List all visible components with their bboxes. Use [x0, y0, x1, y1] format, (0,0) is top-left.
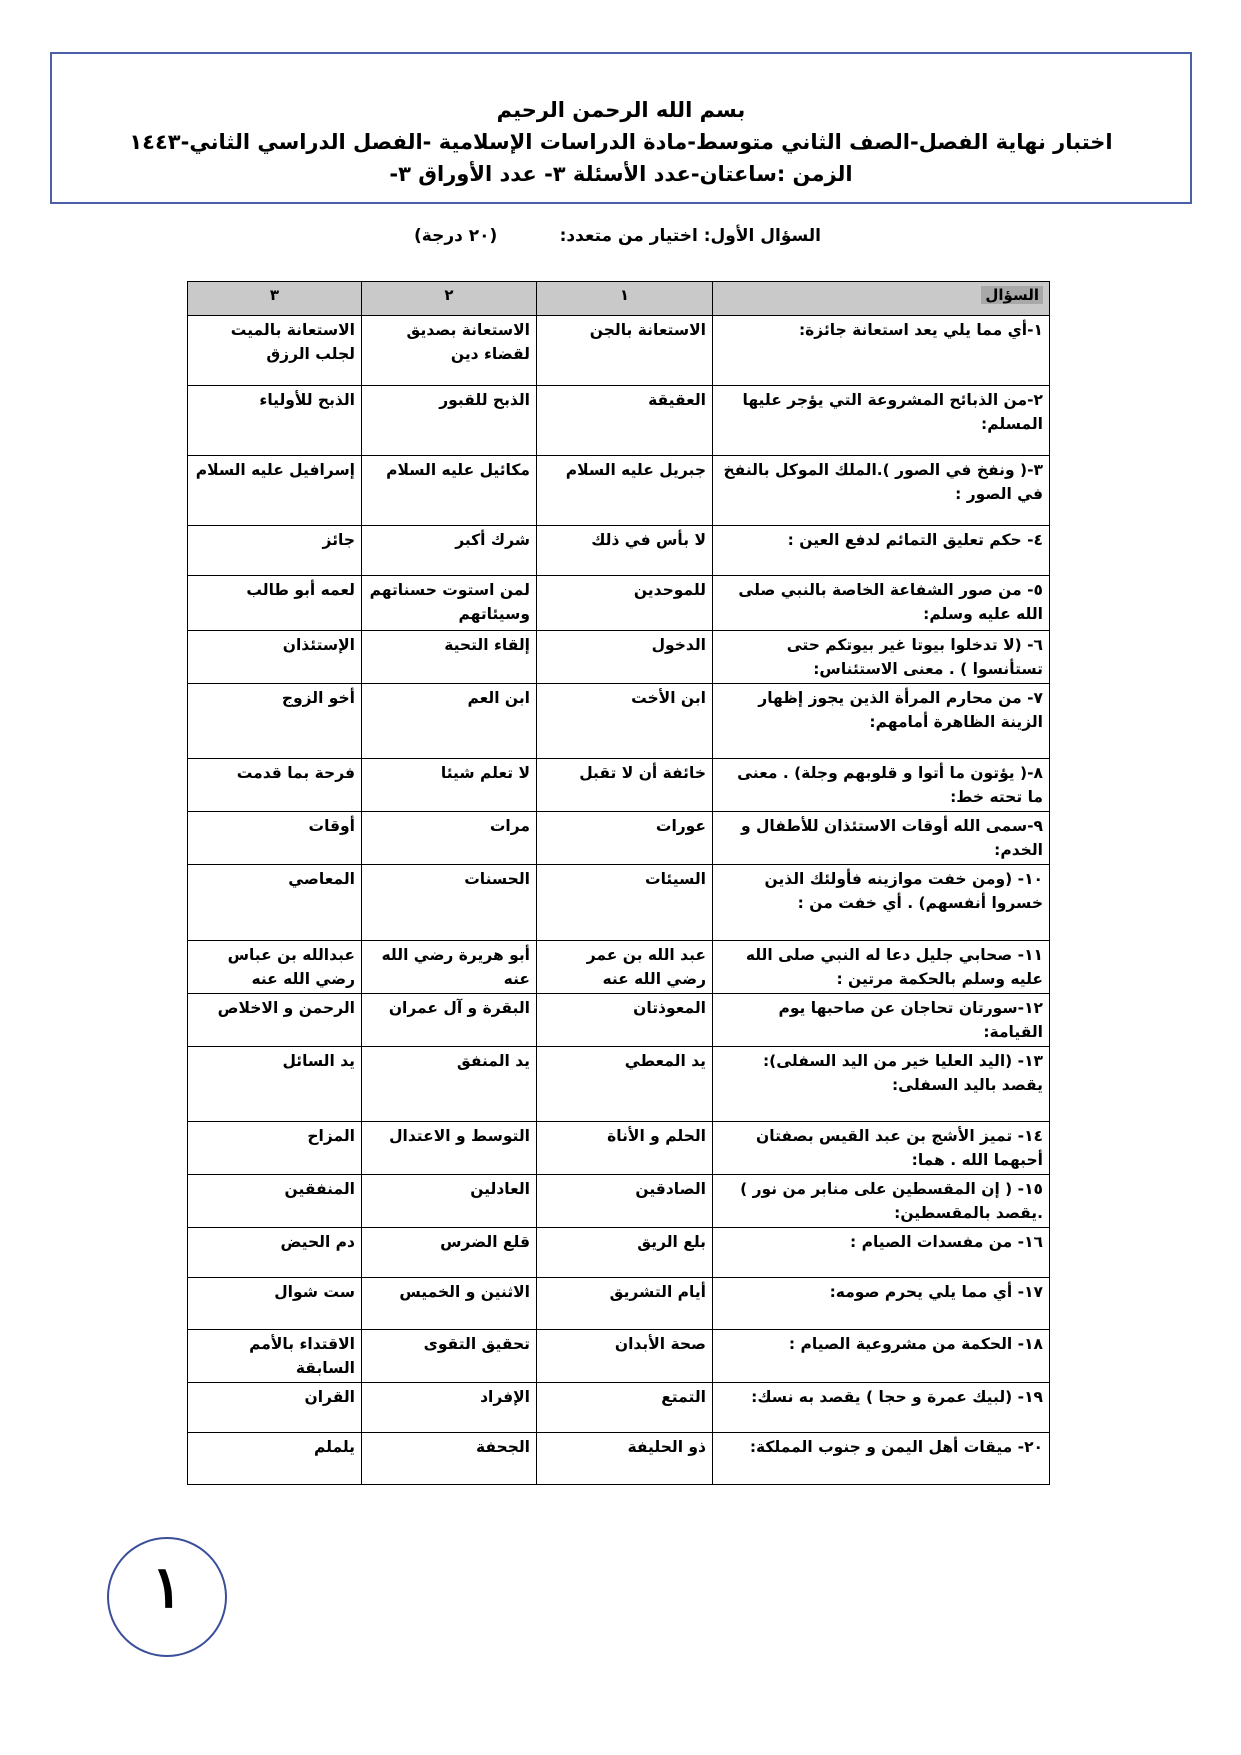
table-row [188, 1228, 1050, 1278]
option-1-cell: ذو الحليفة [537, 1433, 713, 1485]
table-row [188, 812, 1050, 865]
table-row [188, 456, 1050, 526]
option-2-cell: مرات [362, 812, 537, 865]
table-row [188, 1330, 1050, 1383]
questions-table [187, 281, 1050, 1485]
option-1-cell: لا بأس في ذلك [537, 526, 713, 576]
header-question: السؤال [713, 282, 1050, 316]
option-1-cell: العقيقة [537, 386, 713, 456]
option-1-cell: الصادقين [537, 1175, 713, 1228]
question-cell: ١٦- من مفسدات الصيام : [713, 1228, 1050, 1278]
option-3-cell: إسرافيل عليه السلام [188, 456, 362, 526]
question-cell: ١٥- ( إن المقسطين على منابر من نور ) .يقصد بالمقسطين: [713, 1175, 1050, 1228]
option-1-cell: يد المعطي [537, 1047, 713, 1122]
header-option-2: ٢ [362, 282, 537, 316]
table-row [188, 576, 1050, 631]
question-cell: ١٧- أي مما يلي يحرم صومه: [713, 1278, 1050, 1330]
option-1-cell: الدخول [537, 631, 713, 684]
option-2-cell: أبو هريرة رضي الله عنه [362, 941, 537, 994]
option-1-cell: خائفة أن لا تقبل [537, 759, 713, 812]
option-3-cell: يلملم [188, 1433, 362, 1485]
table-row [188, 316, 1050, 386]
option-2-cell: تحقيق التقوى [362, 1330, 537, 1383]
option-2-cell: الذبح للقبور [362, 386, 537, 456]
option-3-cell: أوقات [188, 812, 362, 865]
exam-meta: الزمن :ساعتان-عدد الأسئلة ٣- عدد الأوراق ٣- [389, 162, 853, 186]
option-3-cell: لعمه أبو طالب [188, 576, 362, 631]
option-2-cell: لا تعلم شيئا [362, 759, 537, 812]
question-cell: ٢-من الذبائح المشروعة التي يؤجر عليها المسلم: [713, 386, 1050, 456]
question-cell: ٨-( يؤتون ما أتوا و قلوبهم وجلة) . معنى ما تحته خط: [713, 759, 1050, 812]
question-cell: ١١- صحابي جليل دعا له النبي صلى الله عليه وسلم بالحكمة مرتين : [713, 941, 1050, 994]
question-cell: ١٩- (لبيك عمرة و حجا ) يقصد به نسك: [713, 1383, 1050, 1433]
question-cell: ٤- حكم تعليق التمائم لدفع العين : [713, 526, 1050, 576]
option-3-cell: ست شوال [188, 1278, 362, 1330]
option-3-cell: فرحة بما قدمت [188, 759, 362, 812]
option-2-cell: يد المنفق [362, 1047, 537, 1122]
table-row [188, 631, 1050, 684]
table-row [188, 684, 1050, 759]
basmala: بسم الله الرحمن الرحيم [496, 98, 746, 122]
question-cell: ١٤- تميز الأشج بن عبد القيس بصفتان أحبهما الله . هما: [713, 1122, 1050, 1175]
exam-header-box [50, 52, 1192, 204]
option-2-cell: شرك أكبر [362, 526, 537, 576]
option-2-cell: الجحفة [362, 1433, 537, 1485]
header-option-1: ١ [537, 282, 713, 316]
question-cell: ١٣- (اليد العليا خير من اليد السفلى): يقصد باليد السفلى: [713, 1047, 1050, 1122]
option-1-cell: ابن الأخت [537, 684, 713, 759]
option-3-cell: المنفقين [188, 1175, 362, 1228]
section-title: السؤال الأول: اختيار من متعدد: [559, 226, 821, 246]
option-3-cell: الذبح للأولياء [188, 386, 362, 456]
option-2-cell: البقرة و آل عمران [362, 994, 537, 1047]
question-cell: ٩-سمى الله أوقات الاستئذان للأطفال و الخدم: [713, 812, 1050, 865]
option-3-cell: جائز [188, 526, 362, 576]
question-cell: ١٢-سورتان تحاجان عن صاحبها يوم القيامة: [713, 994, 1050, 1047]
option-1-cell: التمتع [537, 1383, 713, 1433]
option-1-cell: صحة الأبدان [537, 1330, 713, 1383]
option-1-cell: المعوذتان [537, 994, 713, 1047]
option-1-cell: أيام التشريق [537, 1278, 713, 1330]
option-2-cell: الإفراد [362, 1383, 537, 1433]
table-row [188, 994, 1050, 1047]
question-cell: ٣-( ونفخ في الصور ).الملك الموكل بالنفخ في الصور : [713, 456, 1050, 526]
option-1-cell: عورات [537, 812, 713, 865]
question-cell: ١-أي مما يلي يعد استعانة جائزة: [713, 316, 1050, 386]
option-3-cell: القران [188, 1383, 362, 1433]
option-3-cell: يد السائل [188, 1047, 362, 1122]
table-row [188, 1175, 1050, 1228]
option-2-cell: الاستعانة بصديق لقضاء دين [362, 316, 537, 386]
table-row [188, 1278, 1050, 1330]
option-1-cell: بلع الريق [537, 1228, 713, 1278]
table-header-row [188, 282, 1050, 316]
table-row [188, 759, 1050, 812]
option-3-cell: عبدالله بن عباس رضي الله عنه [188, 941, 362, 994]
option-2-cell: العادلين [362, 1175, 537, 1228]
exam-title: اختبار نهاية الفصل-الصف الثاني متوسط-مادة الدراسات الإسلامية -الفصل الدراسي الثاني-١٤٤٣ [129, 130, 1113, 154]
option-2-cell: الاثنين و الخميس [362, 1278, 537, 1330]
option-3-cell: المعاصي [188, 865, 362, 941]
question-cell: ١٨- الحكمة من مشروعية الصيام : [713, 1330, 1050, 1383]
header-option-3: ٣ [188, 282, 362, 316]
table-row [188, 526, 1050, 576]
option-3-cell: الاستعانة بالميت لجلب الرزق [188, 316, 362, 386]
section-grade: (٢٠ درجة) [414, 226, 498, 246]
table-row [188, 1433, 1050, 1485]
page-number-circle [107, 1537, 227, 1657]
question-cell: ١٠- (ومن خفت موازينه فأولئك الذين خسروا أنفسهم) . أي خفت من : [713, 865, 1050, 941]
option-2-cell: الحسنات [362, 865, 537, 941]
table-row [188, 386, 1050, 456]
option-1-cell: جبريل عليه السلام [537, 456, 713, 526]
option-2-cell: إلقاء التحية [362, 631, 537, 684]
question-cell: ٢٠- ميقات أهل اليمن و جنوب المملكة: [713, 1433, 1050, 1485]
option-2-cell: مكائيل عليه السلام [362, 456, 537, 526]
option-2-cell: لمن استوت حسناتهم وسيئاتهم [362, 576, 537, 631]
page-number: ١ [151, 1553, 183, 1621]
question-cell: ٧- من محارم المرأة الذين يجوز إظهار الزينة الظاهرة أمامهم: [713, 684, 1050, 759]
option-2-cell: قلع الضرس [362, 1228, 537, 1278]
option-2-cell: التوسط و الاعتدال [362, 1122, 537, 1175]
option-1-cell: الاستعانة بالجن [537, 316, 713, 386]
option-1-cell: للموحدين [537, 576, 713, 631]
question-cell: ٦- (لا تدخلوا بيوتا غير بيوتكم حتى تستأنسوا ) . معنى الاستئناس: [713, 631, 1050, 684]
option-3-cell: دم الحيض [188, 1228, 362, 1278]
option-1-cell: الحلم و الأناة [537, 1122, 713, 1175]
table-row [188, 865, 1050, 941]
table-row [188, 941, 1050, 994]
option-3-cell: أخو الزوج [188, 684, 362, 759]
option-1-cell: عبد الله بن عمر رضي الله عنه [537, 941, 713, 994]
table-row [188, 1383, 1050, 1433]
option-2-cell: ابن العم [362, 684, 537, 759]
table-row [188, 1047, 1050, 1122]
option-3-cell: الإستئذان [188, 631, 362, 684]
option-3-cell: الاقتداء بالأمم السابقة [188, 1330, 362, 1383]
option-3-cell: المزاح [188, 1122, 362, 1175]
option-3-cell: الرحمن و الاخلاص [188, 994, 362, 1047]
table-row [188, 1122, 1050, 1175]
question-cell: ٥- من صور الشفاعة الخاصة بالنبي صلى الله عليه وسلم: [713, 576, 1050, 631]
option-1-cell: السيئات [537, 865, 713, 941]
